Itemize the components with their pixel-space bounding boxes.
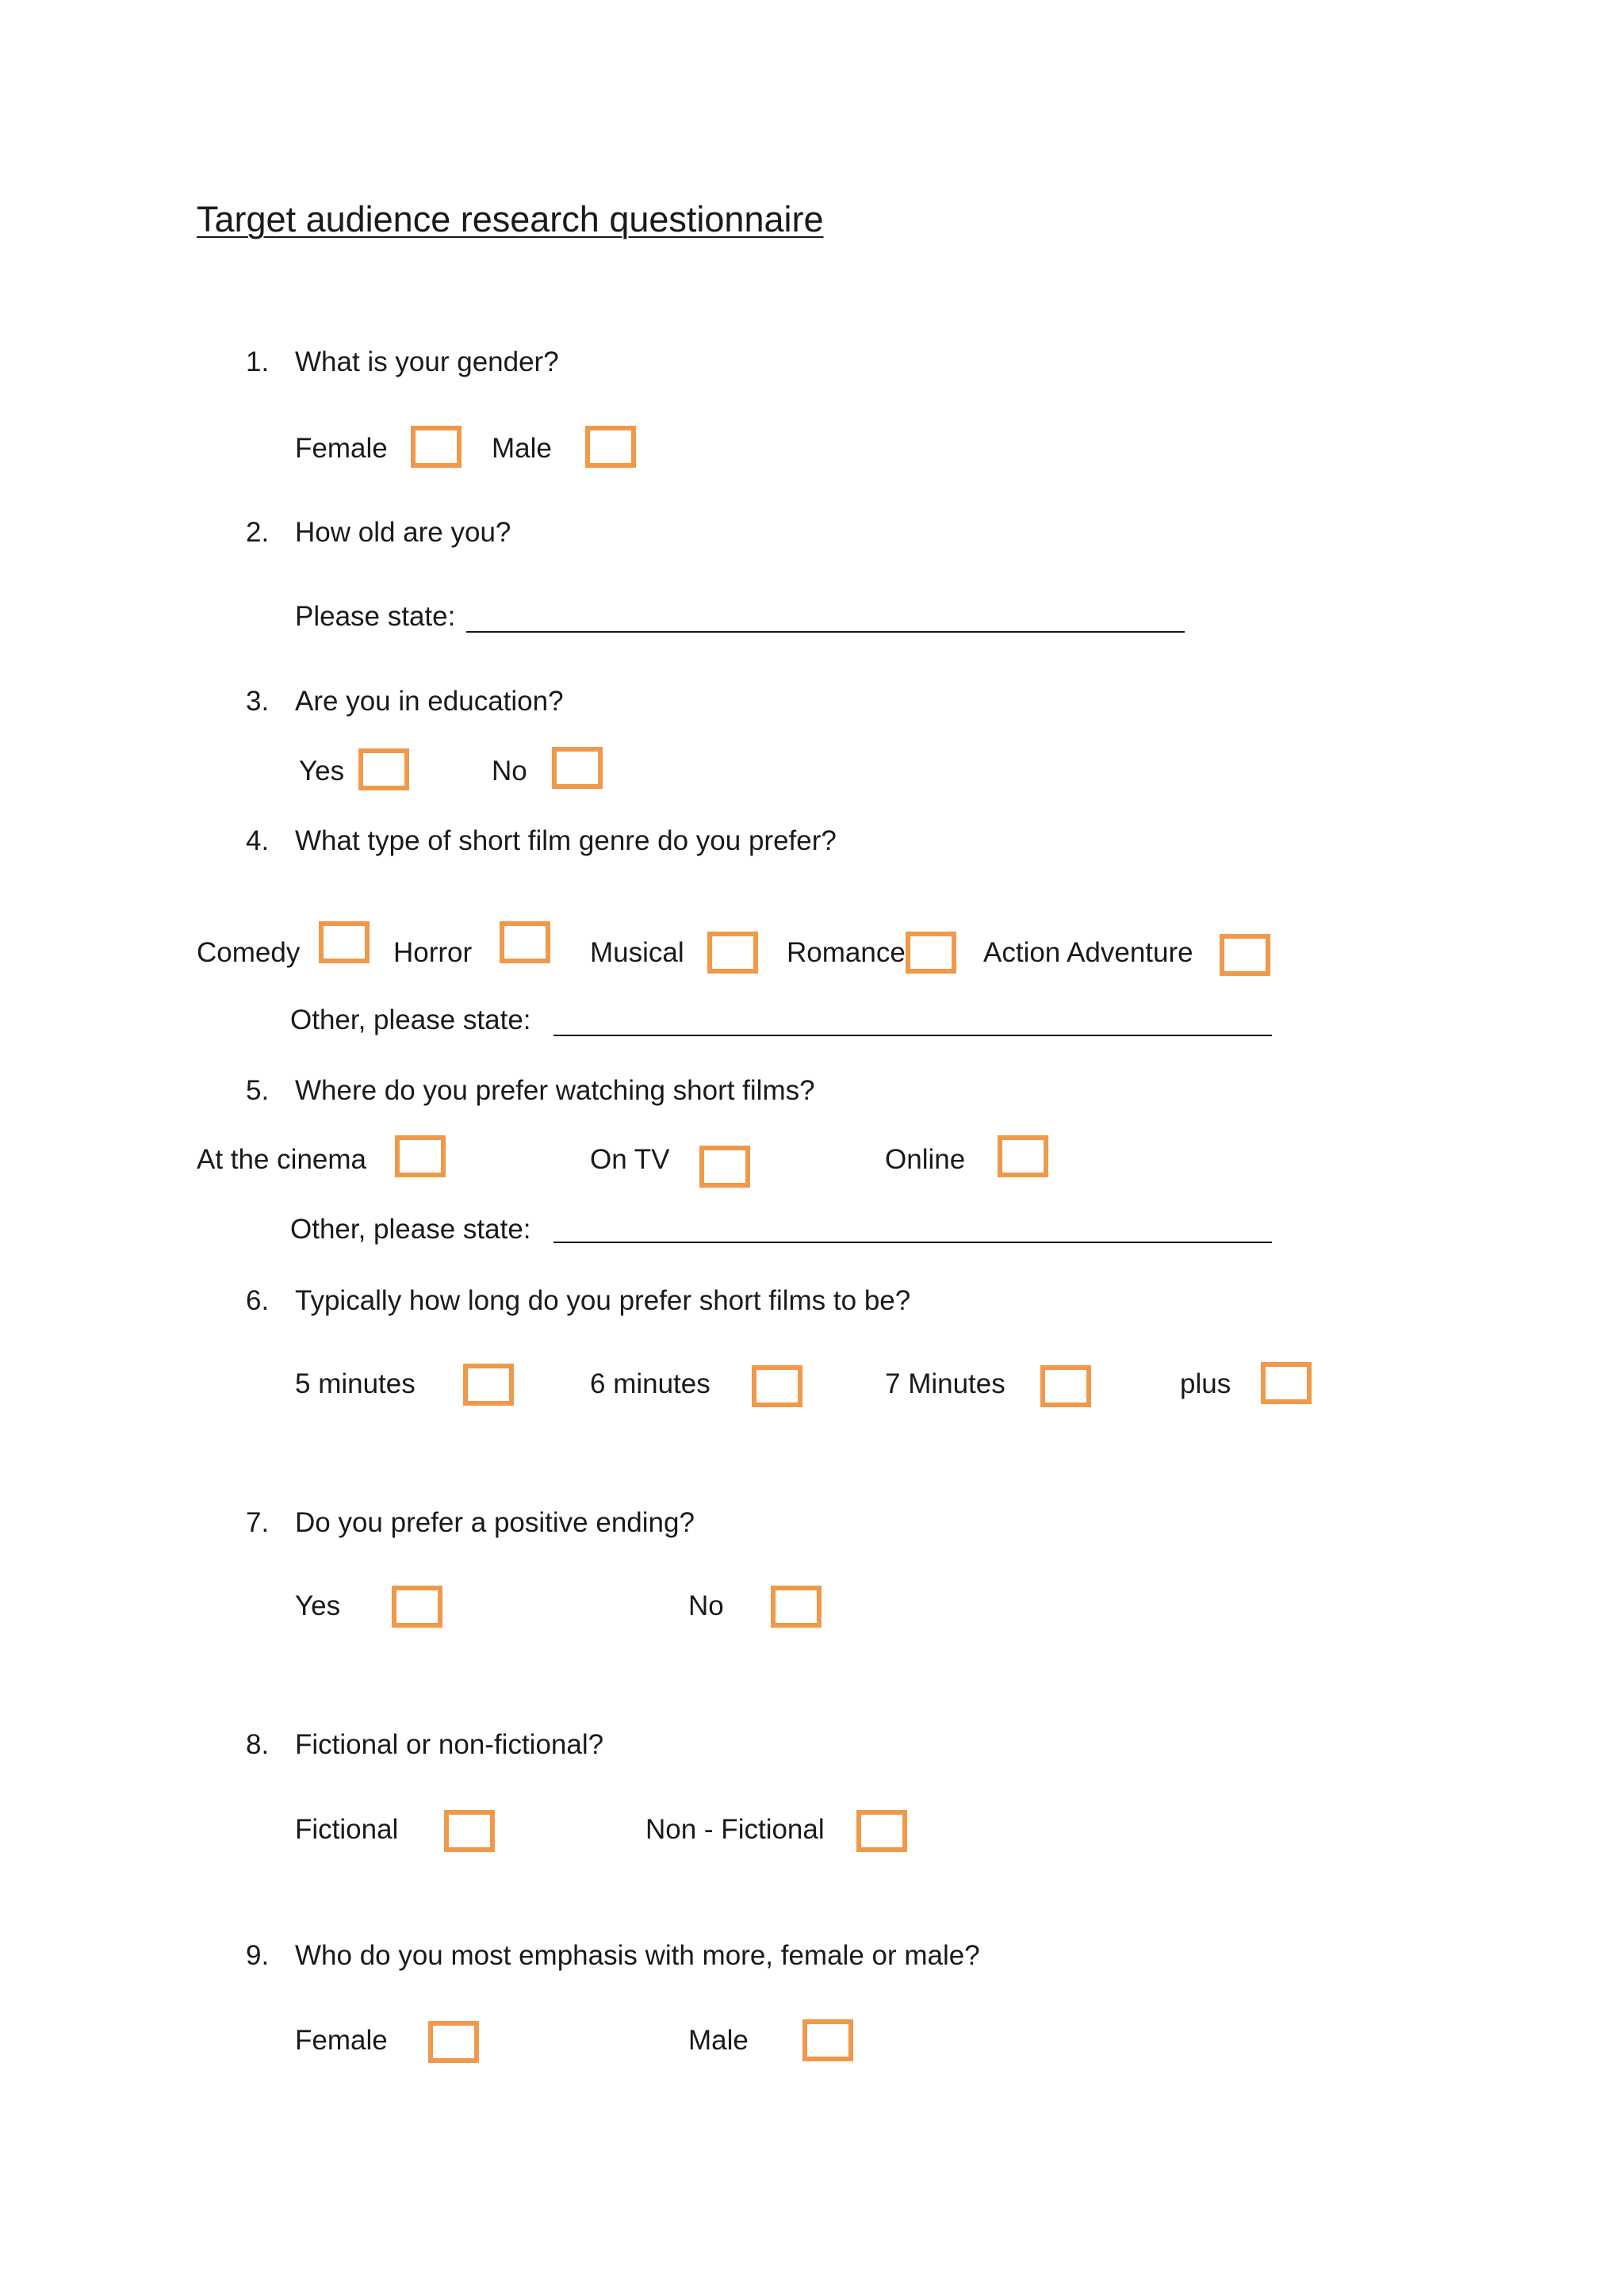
q4-action-adventure-checkbox[interactable] xyxy=(1220,934,1270,976)
question-1-number: 1. xyxy=(246,346,270,377)
q1-option-female-label: Female xyxy=(295,433,388,464)
q4-musical-checkbox[interactable] xyxy=(707,932,758,974)
page-title: Target audience research questionnaire xyxy=(197,199,824,239)
q9-male-checkbox[interactable] xyxy=(802,2019,853,2061)
q7-option-no-label: No xyxy=(688,1590,724,1621)
question-4-text: What type of short film genre do you prefer? xyxy=(295,825,837,856)
question-2-text: How old are you? xyxy=(295,517,511,548)
q4-horror-checkbox[interactable] xyxy=(500,921,550,963)
question-6-number: 6. xyxy=(246,1285,270,1316)
q8-option-non-fictional-label: Non - Fictional xyxy=(645,1814,825,1845)
q4-romance-checkbox[interactable] xyxy=(906,932,956,974)
q5-online-checkbox[interactable] xyxy=(998,1135,1048,1177)
q6-option-7min-label: 7 Minutes xyxy=(885,1368,1005,1399)
question-4-number: 4. xyxy=(246,825,270,856)
q7-no-checkbox[interactable] xyxy=(771,1586,822,1628)
q5-option-online-label: Online xyxy=(885,1144,966,1175)
q2-please-state-label: Please state: xyxy=(295,601,456,632)
question-3-number: 3. xyxy=(246,686,270,717)
q6-option-5min-label: 5 minutes xyxy=(295,1368,416,1399)
q7-yes-checkbox[interactable] xyxy=(392,1586,442,1628)
q5-other-answer-line[interactable] xyxy=(553,1242,1272,1243)
question-7-number: 7. xyxy=(246,1507,270,1538)
q6-option-plus-label: plus xyxy=(1180,1368,1231,1399)
q8-option-fictional-label: Fictional xyxy=(295,1814,399,1845)
q6-7min-checkbox[interactable] xyxy=(1040,1365,1091,1407)
question-1-text: What is your gender? xyxy=(295,346,559,377)
question-7-text: Do you prefer a positive ending? xyxy=(295,1507,695,1538)
q7-option-yes-label: Yes xyxy=(295,1590,341,1621)
q4-other-answer-line[interactable] xyxy=(553,1035,1272,1036)
q4-other-label: Other, please state: xyxy=(290,1004,531,1035)
q6-option-6min-label: 6 minutes xyxy=(590,1368,710,1399)
question-9-number: 9. xyxy=(246,1940,270,1971)
q6-5min-checkbox[interactable] xyxy=(463,1364,514,1406)
q3-option-no-label: No xyxy=(492,756,527,786)
q2-age-answer-line[interactable] xyxy=(466,631,1185,633)
question-5-text: Where do you prefer watching short films? xyxy=(295,1075,815,1106)
q3-yes-checkbox[interactable] xyxy=(358,748,409,790)
q4-comedy-checkbox[interactable] xyxy=(319,921,370,963)
question-6-text: Typically how long do you prefer short films to be? xyxy=(295,1285,911,1316)
question-5-number: 5. xyxy=(246,1075,270,1106)
question-8-number: 8. xyxy=(246,1729,270,1760)
q9-option-female-label: Female xyxy=(295,2025,388,2056)
question-2-number: 2. xyxy=(246,517,270,548)
q3-option-yes-label: Yes xyxy=(299,756,345,786)
q1-female-checkbox[interactable] xyxy=(411,426,462,468)
q9-option-male-label: Male xyxy=(688,2025,749,2056)
q1-option-male-label: Male xyxy=(492,433,552,464)
q5-other-label: Other, please state: xyxy=(290,1214,531,1245)
q8-fictional-checkbox[interactable] xyxy=(444,1810,495,1852)
q5-option-cinema-label: At the cinema xyxy=(197,1144,366,1175)
question-9-text: Who do you most emphasis with more, female or male? xyxy=(295,1940,980,1971)
q3-no-checkbox[interactable] xyxy=(552,747,603,789)
q4-option-horror-label: Horror xyxy=(393,937,473,968)
q1-male-checkbox[interactable] xyxy=(585,426,636,468)
question-3-text: Are you in education? xyxy=(295,686,564,717)
question-8-text: Fictional or non-fictional? xyxy=(295,1729,604,1760)
q4-option-action-adventure-label: Action Adventure xyxy=(983,937,1193,968)
q5-tv-checkbox[interactable] xyxy=(699,1146,750,1188)
q4-option-romance-label: Romance xyxy=(787,937,906,968)
q8-non-fictional-checkbox[interactable] xyxy=(856,1810,907,1852)
q6-6min-checkbox[interactable] xyxy=(752,1365,802,1407)
q6-plus-checkbox[interactable] xyxy=(1261,1362,1312,1404)
q4-option-musical-label: Musical xyxy=(590,937,684,968)
q4-option-comedy-label: Comedy xyxy=(197,937,301,968)
q5-option-tv-label: On TV xyxy=(590,1144,670,1175)
q5-cinema-checkbox[interactable] xyxy=(395,1135,446,1177)
q9-female-checkbox[interactable] xyxy=(428,2021,479,2063)
